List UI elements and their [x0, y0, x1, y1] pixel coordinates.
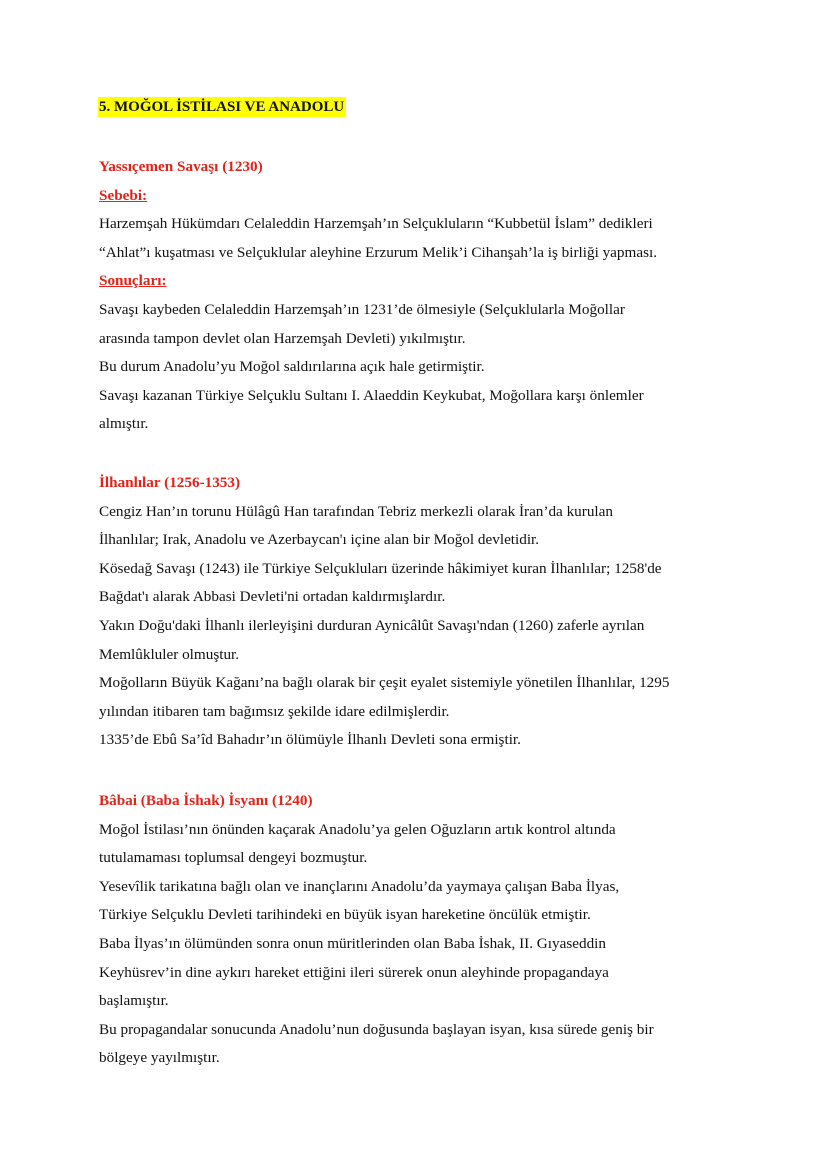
paragraph-line: Harzemşah Hükümdarı Celaleddin Harzemşah’ın Selçukluların “Kubbetül İslam” dedikleri: [99, 215, 653, 233]
chapter-title: 5. MOĞOL İSTİLASI VE ANADOLU: [99, 99, 345, 115]
paragraph-line: Savaşı kaybeden Celaleddin Harzemşah’ın 1231’de ölmesiyle (Selçuklularla Moğollar: [99, 300, 625, 318]
paragraph-line: Kösedağ Savaşı (1243) ile Türkiye Selçukluları üzerinde hâkimiyet kuran İlhanlılar; 1258'de: [99, 559, 662, 577]
paragraph-line: Moğol İstilası’nın önünden kaçarak Anadolu’ya gelen Oğuzların artık kontrol altında: [99, 820, 616, 838]
paragraph-line: başlamıştır.: [99, 992, 169, 1010]
section-heading: İlhanlılar (1256-1353): [99, 474, 241, 491]
paragraph-line: Keyhüsrev’in dine aykırı hareket ettiğini ileri sürerek onun aleyhinde propagandaya: [99, 963, 609, 981]
section-heading: Yassıçemen Savaşı (1230): [99, 158, 263, 175]
section-babai-isyani: [99, 787, 779, 1073]
sebebi-label: Sebebi:: [99, 186, 148, 204]
paragraph-line: Yakın Doğu'daki İlhanlı ilerleyişini durduran Aynicâlût Savaşı'ndan (1260) zaferle ayrılan: [99, 616, 645, 634]
paragraph-line: bölgeye yayılmıştır.: [99, 1049, 220, 1067]
paragraph-line: Yesevîlik tarikatına bağlı olan ve inançlarını Anadolu’da yaymaya çalışan Baba İlyas,: [99, 877, 620, 895]
section-yassicemen: [99, 153, 779, 439]
paragraph-line: Bağdat'ı alarak Abbasi Devleti'ni ortadan kaldırmışlardır.: [99, 588, 446, 606]
paragraph-line: “Ahlat”ı kuşatması ve Selçuklular aleyhine Erzurum Melik’i Cihanşah’la iş birliği yapması.: [99, 243, 657, 261]
paragraph-line: 1335’de Ebû Sa’îd Bahadır’ın ölümüyle İlhanlı Devleti sona ermiştir.: [99, 731, 521, 749]
paragraph-line: Bu durum Anadolu’yu Moğol saldırılarına açık hale getirmiştir.: [99, 358, 485, 376]
paragraph-line: yılından itibaren tam bağımsız şekilde idare edilmişlerdir.: [99, 702, 450, 720]
paragraph-line: Baba İlyas’ın ölümünden sonra onun müritlerinden olan Baba İshak, II. Gıyaseddin: [99, 934, 606, 952]
paragraph-line: Savaşı kazanan Türkiye Selçuklu Sultanı I. Alaeddin Keykubat, Moğollara karşı önlemler: [99, 386, 644, 404]
paragraph-line: Bu propagandalar sonucunda Anadolu’nun doğusunda başlayan isyan, kısa sürede geniş bir: [99, 1020, 654, 1038]
paragraph-line: Cengiz Han’ın torunu Hülâgû Han tarafından Tebriz merkezli olarak İran’da kurulan: [99, 502, 613, 520]
paragraph-line: Türkiye Selçuklu Devleti tarihindeki en büyük isyan hareketine öncülük etmiştir.: [99, 906, 591, 924]
section-heading: Bâbai (Baba İshak) İsyanı (1240): [99, 792, 313, 809]
paragraph-line: arasında tampon devlet olan Harzemşah Devleti) yıkılmıştır.: [99, 329, 466, 347]
sonuclari-label: Sonuçları:: [99, 272, 167, 290]
paragraph-line: Memlûkluler olmuştur.: [99, 645, 240, 663]
paragraph-line: almıştır.: [99, 415, 149, 433]
paragraph-line: tutulamaması toplumsal dengeyi bozmuştur.: [99, 849, 368, 867]
paragraph-line: İlhanlılar; Irak, Anadolu ve Azerbaycan'ı içine alan bir Moğol devletidir.: [99, 531, 540, 549]
paragraph-line: Moğolların Büyük Kağanı’na bağlı olarak bir çeşit eyalet sistemiyle yönetilen İlhanlılar, 1295: [99, 674, 670, 692]
section-ilhanlilar: [99, 469, 779, 755]
